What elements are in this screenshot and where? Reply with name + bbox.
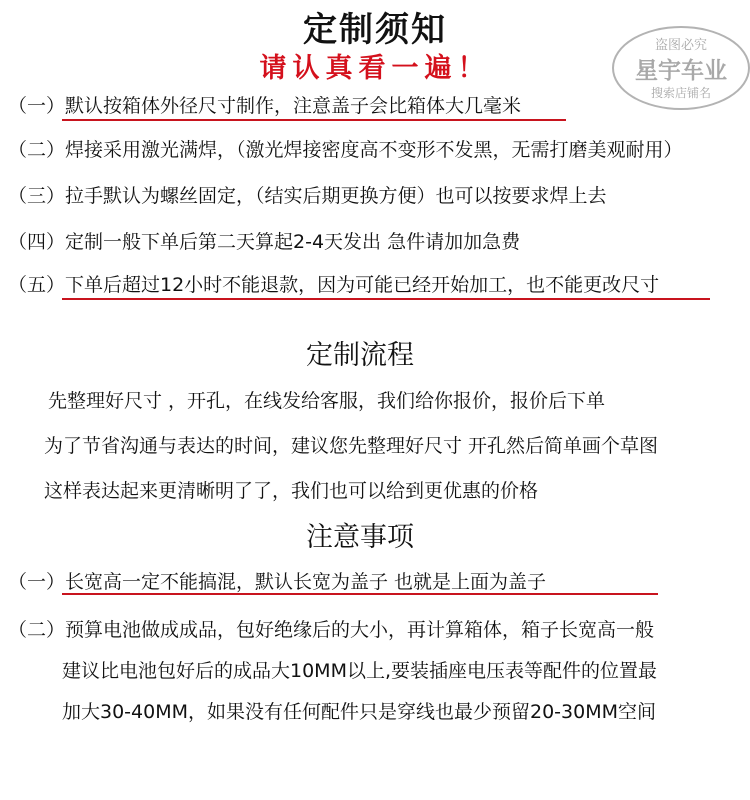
watermark-line-3: 搜索店铺名 bbox=[650, 86, 711, 100]
watermark-stamp bbox=[612, 26, 750, 110]
attention-heading: 注意事项 bbox=[306, 522, 414, 553]
page-subtitle: 请认真看一遍！ bbox=[259, 53, 491, 84]
attention-item-2-line-3: 加大30-40MM，如果没有任何配件只是穿线也最少预留20-30MM空间 bbox=[62, 701, 656, 723]
process-line-2: 为了节省沟通与表达的时间，建议您先整理好尺寸 开孔然后简单画个草图 bbox=[44, 435, 659, 457]
notice-item-4: （四）定制一般下单后第二天算起2-4天发出 急件请加加急费 bbox=[8, 231, 521, 253]
attention-item-1-underline bbox=[62, 593, 658, 595]
notice-item-2: （二）焊接采用激光满焊，（激光焊接密度高不变形不发黑，无需打磨美观耐用） bbox=[8, 139, 683, 161]
attention-item-1: （一）长宽高一定不能搞混，默认长宽为盖子 也就是上面为盖子 bbox=[8, 571, 547, 593]
attention-item-2: （二）预算电池做成成品，包好绝缘后的大小，再计算箱体，箱子长宽高一般 bbox=[8, 619, 655, 641]
process-line-3: 这样表达起来更清晰明了了，我们也可以给到更优惠的价格 bbox=[44, 480, 539, 502]
notice-item-3: （三）拉手默认为螺丝固定，（结实后期更换方便）也可以按要求焊上去 bbox=[8, 185, 607, 207]
process-line-1: 先整理好尺寸 ，开孔，在线发给客服，我们给你报价，报价后下单 bbox=[48, 390, 606, 412]
notice-item-1: （一）默认按箱体外径尺寸制作，注意盖子会比箱体大几毫米 bbox=[8, 95, 522, 117]
notice-item-1-underline bbox=[62, 119, 566, 121]
watermark-line-1: 盗图必究 bbox=[654, 38, 707, 53]
attention-item-2-line-2: 建议比电池包好后的成品大10MM以上,要装插座电压表等配件的位置最 bbox=[62, 660, 658, 682]
watermark-shop-name: 星宇车业 bbox=[635, 58, 727, 84]
notice-item-5-underline bbox=[62, 298, 710, 300]
notice-item-5: （五）下单后超过12小时不能退款，因为可能已经开始加工，也不能更改尺寸 bbox=[8, 274, 660, 296]
process-heading: 定制流程 bbox=[306, 340, 414, 371]
page-title: 定制须知 bbox=[303, 10, 447, 50]
